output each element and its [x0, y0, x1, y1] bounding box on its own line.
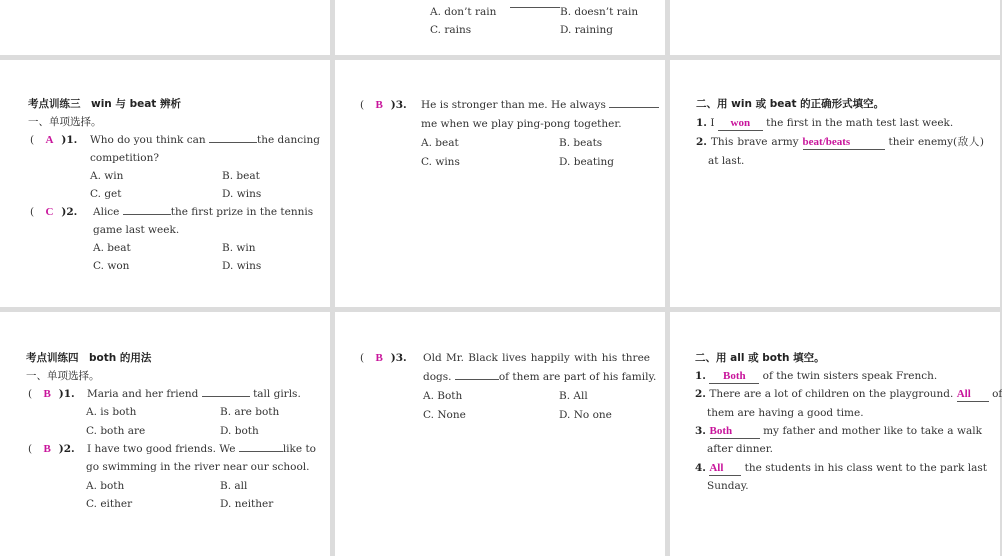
- option-a: A. beat: [421, 137, 459, 149]
- option-d: D. both: [220, 425, 259, 437]
- fill-item-4: 4. All the students in his class went to the park last: [695, 462, 987, 474]
- section-heading: 一、单项选择。: [26, 370, 100, 382]
- answer-blank: [609, 96, 659, 108]
- option-c: C. wins: [421, 156, 460, 168]
- panel-win-beat-choice: [0, 60, 330, 307]
- option-d: D. raining: [560, 24, 613, 36]
- fill-item-2-cont: at last.: [708, 155, 745, 167]
- section-title: 考点训练三 win 与 beat 辨析: [28, 98, 181, 110]
- question-1-stem-cont: competition?: [90, 152, 159, 164]
- question-3-stem: Old Mr. Black lives happily with his three: [423, 352, 650, 364]
- option-a: A. win: [90, 170, 124, 182]
- answer-blank: [123, 203, 171, 215]
- option-c: C. get: [90, 188, 122, 200]
- fill-answer: won: [718, 117, 763, 131]
- fill-item-1: 1. I won the first in the math test last week.: [696, 117, 954, 129]
- question-2-stem: I have two good friends. We like to: [87, 440, 308, 458]
- option-d: D. neither: [220, 498, 274, 510]
- question-2: ( C )2.: [30, 206, 78, 218]
- section-heading: 一、单项选择。: [28, 116, 102, 128]
- option-b: B. all: [220, 480, 248, 492]
- section-heading: 二、用 win 或 beat 的正确形式填空。: [696, 98, 885, 110]
- option-a: A. don’t rain: [430, 6, 497, 18]
- question-1-stem: Who do you think can the dancing: [90, 131, 310, 149]
- option-c: C. either: [86, 498, 133, 510]
- option-b: B. win: [222, 242, 256, 254]
- answer-blank: [202, 385, 250, 397]
- answer-letter: C: [45, 206, 54, 218]
- panel-top-left: [0, 0, 330, 55]
- question-3-stem: He is stronger than me. He always: [421, 96, 650, 114]
- answer-blank: [239, 440, 283, 452]
- panel-both-choice: [0, 312, 330, 556]
- option-b: B. beat: [222, 170, 260, 182]
- question-3-stem-cont: me when we play ping-pong together.: [421, 118, 622, 130]
- option-a: A. both: [86, 480, 125, 492]
- option-c: C. rains: [430, 24, 472, 36]
- option-a: A. beat: [93, 242, 131, 254]
- question-3-stem-cont: dogs. of them are part of his family.: [423, 368, 656, 386]
- fill-item-2-cont: them are having a good time.: [707, 407, 864, 419]
- fill-answer: beat/beats: [803, 136, 885, 150]
- panel-top-right: [670, 0, 1000, 55]
- answer-letter: A: [45, 134, 54, 146]
- fill-item-3-cont: after dinner.: [707, 443, 773, 455]
- section-heading: 二、用 all 或 both 填空。: [695, 352, 825, 364]
- option-a: A. is both: [86, 406, 137, 418]
- answer-letter: B: [43, 388, 51, 400]
- option-b: B. All: [559, 390, 588, 402]
- answer-letter: B: [43, 443, 51, 455]
- fill-answer: All: [709, 462, 741, 476]
- option-c: C. None: [423, 409, 466, 421]
- panel-top-middle: [335, 0, 665, 55]
- fill-item-4-cont: Sunday.: [707, 480, 749, 492]
- fill-item-3: 3. Both my father and mother like to take a walk: [695, 425, 982, 437]
- option-b: B. beats: [559, 137, 603, 149]
- option-d: D. wins: [222, 188, 262, 200]
- question-1: ( A )1.: [30, 134, 78, 146]
- option-b: B. are both: [220, 406, 280, 418]
- answer-blank: [455, 368, 499, 380]
- fill-answer: All: [957, 388, 989, 402]
- option-c: C. won: [93, 260, 130, 272]
- option-a: A. Both: [423, 390, 463, 402]
- panel-win-beat-fill: [670, 60, 1000, 307]
- answer-blank: [209, 131, 257, 143]
- question-3: ( B )3.: [360, 352, 407, 364]
- option-d: D. wins: [222, 260, 262, 272]
- answer-letter: B: [375, 352, 383, 364]
- question-2-stem-cont: go swimming in the river near our school.: [86, 461, 310, 473]
- fill-answer: Both: [710, 425, 760, 439]
- section-title: 考点训练四 both 的用法: [26, 352, 152, 364]
- panel-win-beat-choice-cont: [335, 60, 665, 307]
- option-b: B. doesn’t rain: [560, 6, 639, 18]
- question-2-stem-cont: game last week.: [93, 224, 180, 236]
- panel-both-choice-cont: [335, 312, 665, 556]
- option-d: D. beating: [559, 156, 614, 168]
- question-1-stem: Maria and her friend tall girls.: [87, 385, 301, 403]
- question-2: ( B )2.: [28, 443, 75, 455]
- question-2-stem: Alice the first prize in the tennis: [93, 203, 310, 221]
- panel-all-both-fill: [670, 312, 1000, 556]
- fill-item-1: 1. Both of the twin sisters speak French.: [695, 370, 938, 382]
- answer-letter: B: [375, 99, 383, 111]
- option-c: C. both are: [86, 425, 146, 437]
- fill-answer: Both: [709, 370, 759, 384]
- fill-item-2: 2. This brave army beat/beats their enemy(敌人): [696, 136, 985, 148]
- question-3: ( B )3.: [360, 99, 407, 111]
- top-cut-blank: [510, 0, 560, 8]
- option-d: D. No one: [559, 409, 612, 421]
- fill-item-2: 2. There are a lot of children on the playground. All of: [695, 388, 1002, 400]
- question-1: ( B )1.: [28, 388, 75, 400]
